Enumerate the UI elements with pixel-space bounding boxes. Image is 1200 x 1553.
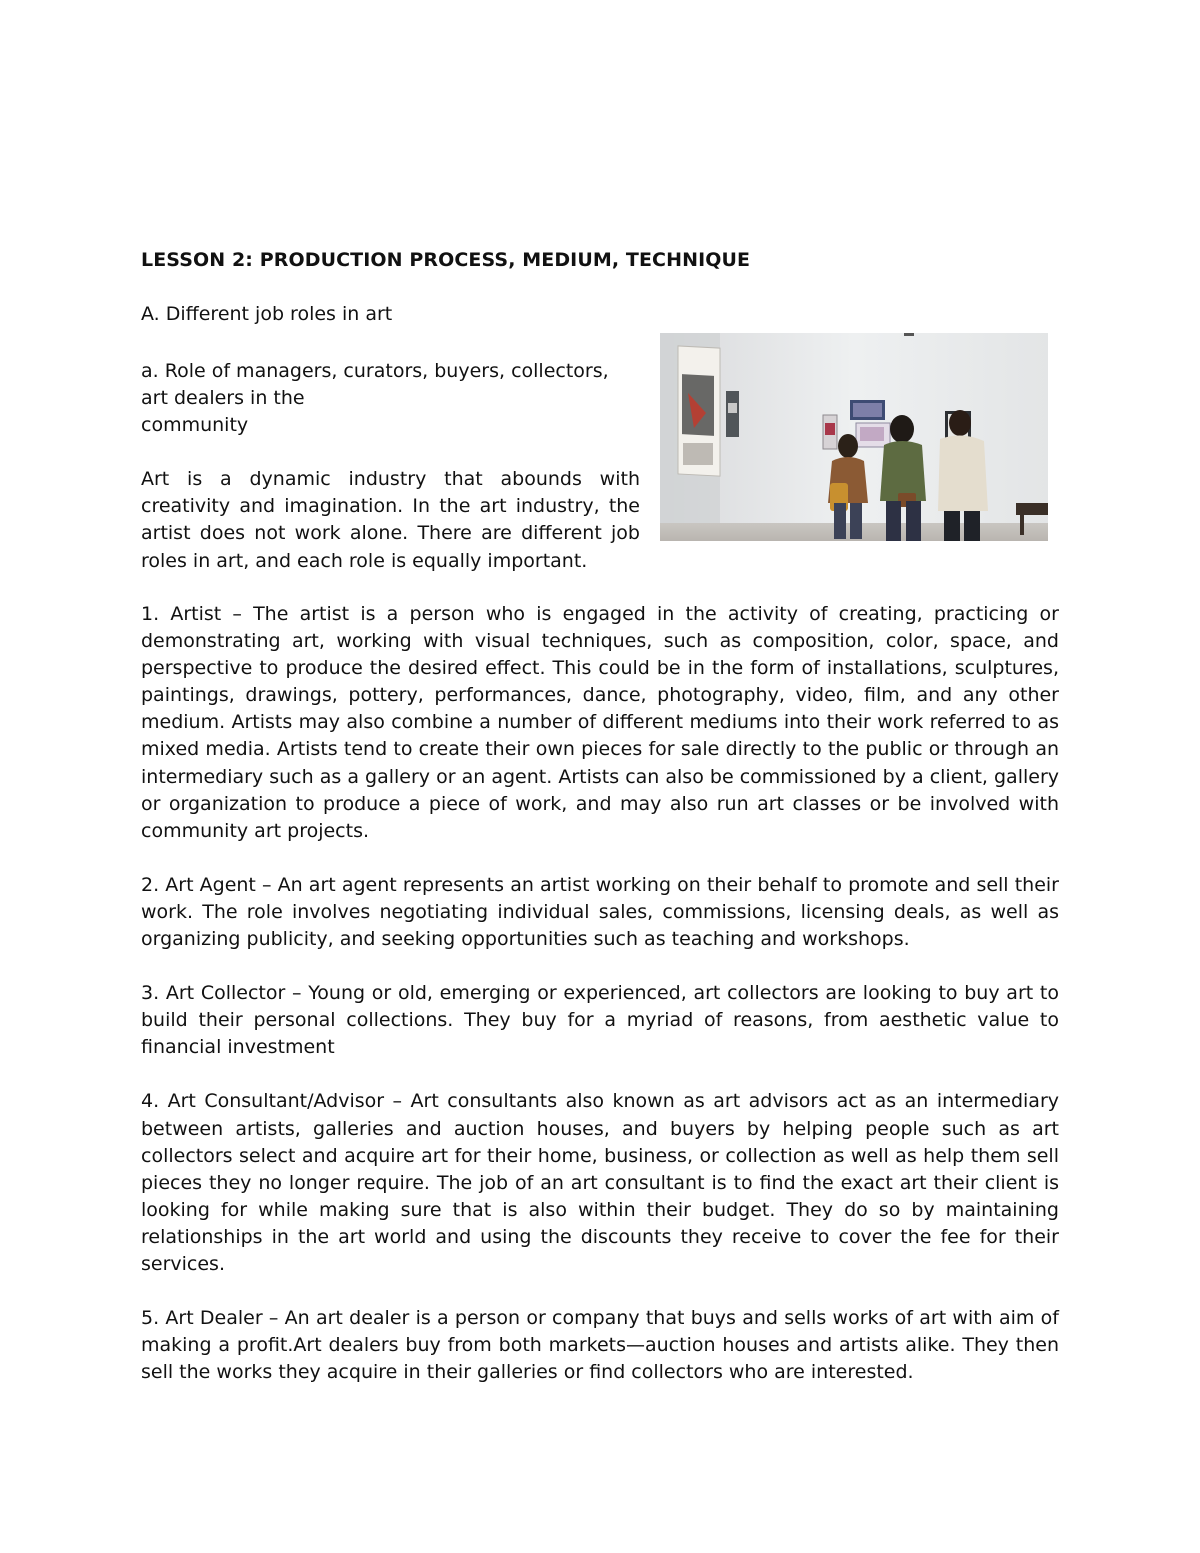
role-art-consultant: 4. Art Consultant/Advisor – Art consultants also known as art advisors act as an intermediary between artists, galleries and auction houses, and buyers by helping people such as art collectors select and acquire art for their home, business, or collection as well as help them sell pieces they no longer require. The job of an art consultant is to find the exact art their client is looking for while making sure that is also within their budget. They do so by maintaining relationships in the art world and using the discounts they receive to cover the fee for their services. <box>141 1090 1059 1275</box>
job-roles-list <box>141 601 1059 1413</box>
role-art-collector: 3. Art Collector – Young or old, emerging or experienced, art collectors are looking to buy art to build their personal collections. They buy for a myriad of reasons, from aesthetic value to financial investment <box>141 982 1059 1059</box>
gallery-photo-illustration <box>660 333 1048 541</box>
role-art-agent: 2. Art Agent – An art agent represents an artist working on their behalf to promote and sell their work. The role involves negotiating individual sales, commissions, licensing deals, as well as organizing publicity, and seeking opportunities such as teaching and workshops. <box>141 873 1059 951</box>
role-artist: 1. Artist – The artist is a person who is engaged in the activity of creating, practicing or demonstrating art, working with visual techniques, such as composition, color, space, and perspective to produce the desired effect. This could be in the form of installations, sculptures, paintings, drawings, pottery, performances, dance, photography, video, film, and any other medium. Artists may also combine a number of different mediums into their work referred to as mixed media. Artists tend to create their own pieces for sale directly to the public or through an intermediary such as a gallery or an agent. Artists can also be commissioned by a client, gallery or organization to produce a piece of work, and may also run art classes or be involved with community art projects. <box>141 603 1059 842</box>
lesson-title: LESSON 2: PRODUCTION PROCESS, MEDIUM, TECHNIQUE <box>141 249 751 271</box>
subsection-line: a. Role of managers, curators, buyers, collectors, <box>141 360 609 382</box>
subsection-line: art dealers in the <box>141 387 305 409</box>
subsection-heading <box>141 358 641 439</box>
gallery-photo <box>660 333 1048 541</box>
subsection-line: community <box>141 414 249 436</box>
intro-paragraph: Art is a dynamic industry that abounds with creativity and imagination. In the art industry, the artist does not work alone. There are different job roles in art, and each role is equally important. <box>141 468 640 572</box>
role-art-dealer: 5. Art Dealer – An art dealer is a person or company that buys and sells works of art with aim of making a profit.Art dealers buy from both markets—auction houses and artists alike. They then sell the works they acquire in their galleries or find collectors who are interested. <box>141 1307 1059 1384</box>
section-heading: A. Different job roles in art <box>141 303 393 325</box>
